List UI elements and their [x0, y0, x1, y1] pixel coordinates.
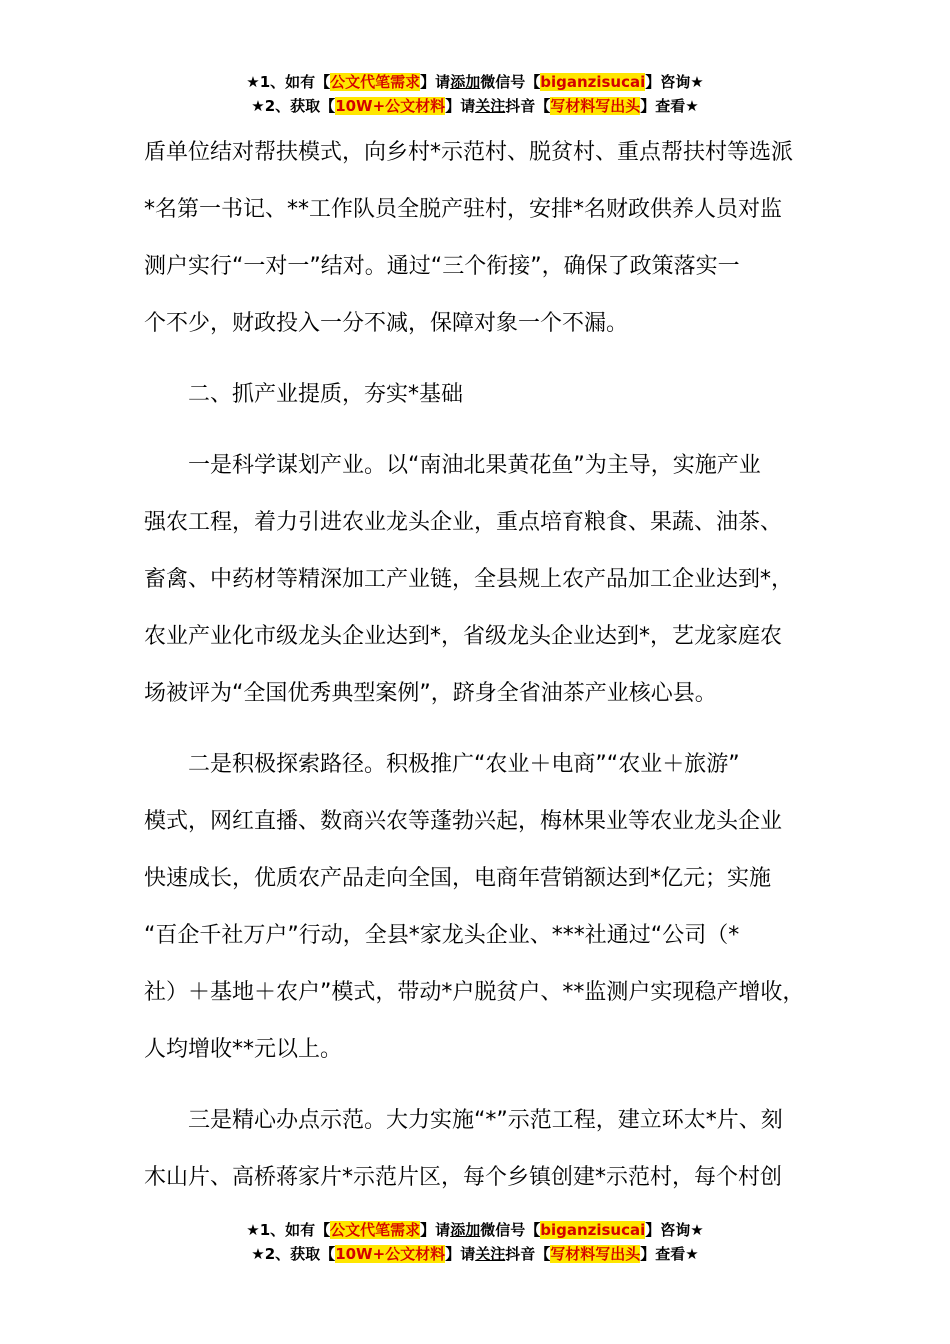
banner-text: 】咨询★ [645, 1221, 704, 1239]
banner-text: 抖音【 [505, 97, 551, 115]
wechat-id: biganzisucai [540, 1221, 646, 1239]
banner-text: 】请 [420, 1221, 451, 1239]
text-line: 强农工程，着力引进农业龙头企业，重点培育粮食、果蔬、油茶、 [144, 510, 783, 535]
underlined-text: 关注 [475, 97, 506, 115]
text-line: 农业产业化市级龙头企业达到*，省级龙头企业达到*，艺龙家庭农 [144, 624, 783, 649]
banner-line-2 [0, 94, 950, 118]
underlined-text: 关注 [475, 1245, 506, 1263]
wechat-id: biganzisucai [540, 73, 646, 91]
footer-banner [0, 1218, 950, 1266]
banner-text: 2、获取【 [264, 1245, 336, 1263]
text-line: 人均增收**元以上。 [144, 1037, 343, 1062]
banner-text: 】查看★ [640, 1245, 699, 1263]
douyin-account: 写材料写出头 [550, 1245, 641, 1263]
text-line: “百企千社万户”行动，全县*家龙头企业、***社通过“公司（* [144, 923, 740, 948]
section-heading [144, 366, 834, 423]
text-line: *名第一书记、**工作队员全脱产驻村，安排*名财政供养人员对监 [144, 197, 783, 222]
banner-text: 1、如有【 [259, 73, 331, 91]
text-line: 二是积极探索路径。积极推广“农业＋电商”“农业＋旅游” [188, 752, 740, 777]
text-line: 测户实行“一对一”结对。通过“三个衔接”，确保了政策落实一 [144, 254, 740, 279]
highlight-text: 10W+公文材料 [335, 1245, 446, 1263]
banner-text: 】请 [420, 73, 451, 91]
paragraph-continuation [144, 124, 834, 352]
banner-text: 】请 [445, 97, 476, 115]
text-line: 模式，网红直播、数商兴农等蓬勃兴起，梅林果业等农业龙头企业 [144, 809, 783, 834]
banner-line-1 [0, 70, 950, 94]
text-line: 个不少，财政投入一分不减，保障对象一个不漏。 [144, 311, 629, 336]
paragraph-1 [144, 437, 834, 722]
text-line: 盾单位结对帮扶模式，向乡村*示范村、脱贫村、重点帮扶村等选派 [144, 140, 794, 165]
document-body [144, 124, 834, 1206]
banner-text: 2、获取【 [264, 97, 336, 115]
text-line: 社）＋基地＋农户”模式，带动*户脱贫户、**监测户实现稳产增收， [144, 980, 805, 1005]
header-banner [0, 70, 950, 118]
underlined-text: 添加 [450, 1221, 481, 1239]
text-line: 场被评为“全国优秀典型案例”，跻身全省油茶产业核心县。 [144, 681, 717, 706]
banner-text: 】查看★ [640, 97, 699, 115]
text-line: 快速成长，优质农产品走向全国，电商年营销额达到*亿元；实施 [144, 866, 772, 891]
banner-text: 1、如有【 [259, 1221, 331, 1239]
star-icon: ★ [251, 97, 265, 115]
text-line: 一是科学谋划产业。以“南油北果黄花鱼”为主导，实施产业 [188, 453, 761, 478]
text-line: 木山片、高桥蒋家片*示范片区，每个乡镇创建*示范村，每个村创 [144, 1165, 783, 1190]
highlight-text: 公文代笔需求 [330, 1221, 421, 1239]
banner-text: 微信号【 [480, 73, 541, 91]
star-icon: ★ [246, 73, 260, 91]
highlight-text: 10W+公文材料 [335, 97, 446, 115]
douyin-account: 写材料写出头 [550, 97, 641, 115]
highlight-text: 公文代笔需求 [330, 73, 421, 91]
text-line: 三是精心办点示范。大力实施“*”示范工程，建立环太*片、刻 [188, 1108, 783, 1133]
underlined-text: 添加 [450, 73, 481, 91]
banner-text: 】咨询★ [645, 73, 704, 91]
banner-line-1 [0, 1218, 950, 1242]
text-line: 畜禽、中药材等精深加工产业链，全县规上农产品加工企业达到*， [144, 567, 794, 592]
paragraph-2 [144, 736, 834, 1078]
paragraph-3 [144, 1092, 834, 1206]
heading-line: 二、抓产业提质，夯实*基础 [188, 382, 464, 407]
banner-text: 微信号【 [480, 1221, 541, 1239]
star-icon: ★ [251, 1245, 265, 1263]
banner-line-2 [0, 1242, 950, 1266]
banner-text: 抖音【 [505, 1245, 551, 1263]
star-icon: ★ [246, 1221, 260, 1239]
banner-text: 】请 [445, 1245, 476, 1263]
